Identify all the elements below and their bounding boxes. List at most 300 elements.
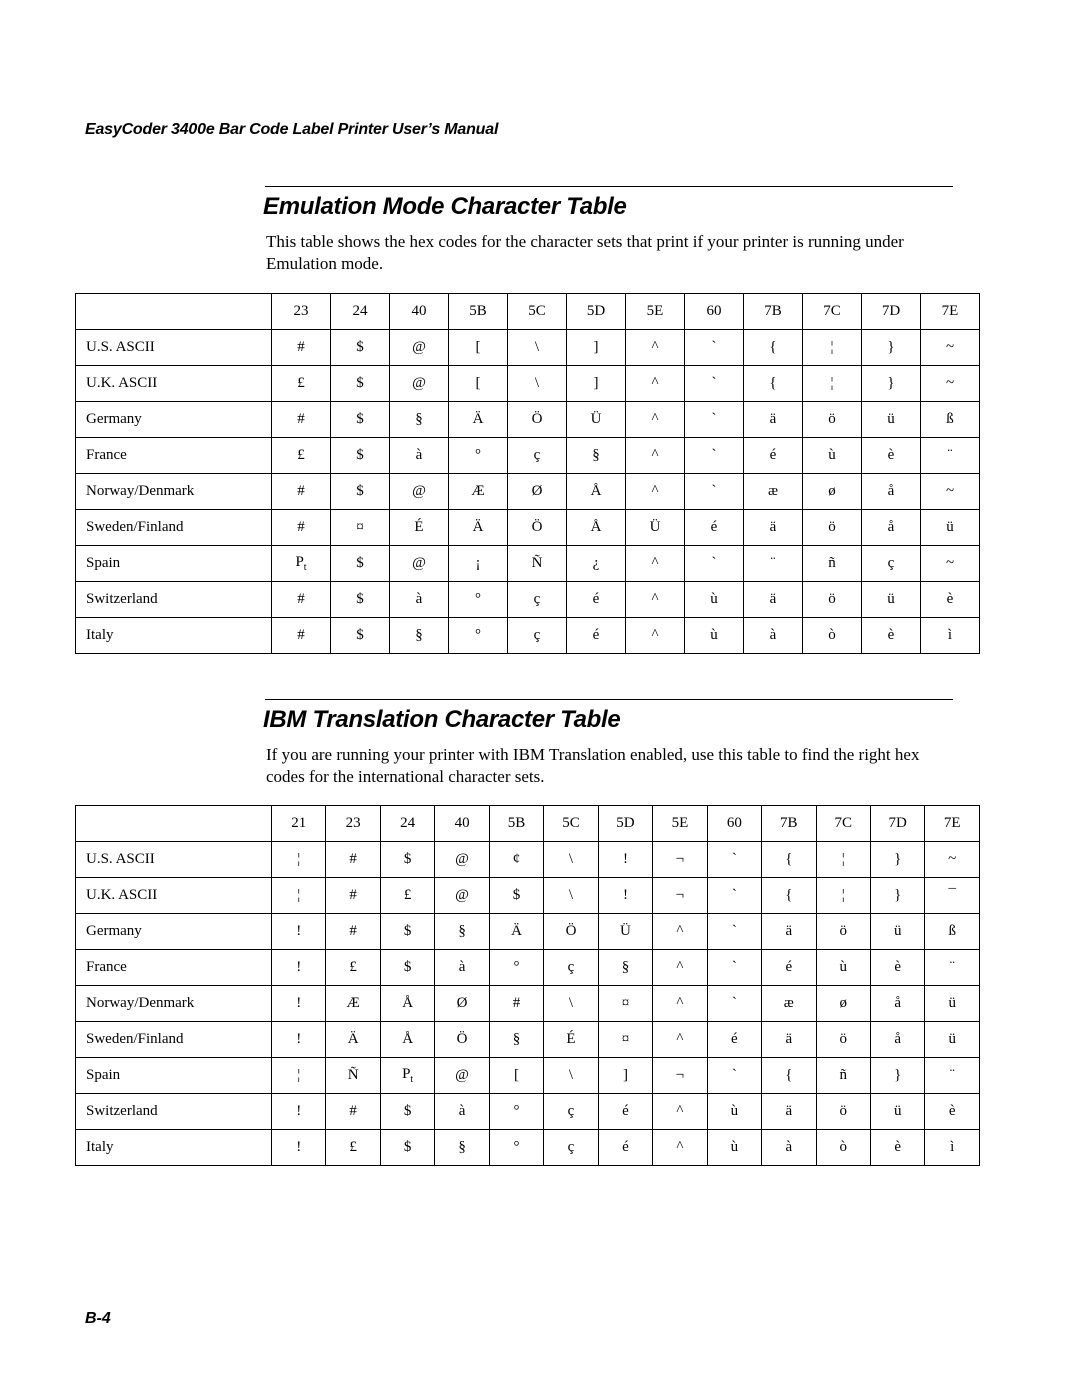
hex-code-header: 5E — [653, 806, 707, 842]
char-cell: ¡ — [449, 546, 508, 582]
char-cell: ` — [685, 366, 744, 402]
table-header — [76, 294, 980, 330]
char-cell: ä — [744, 402, 803, 438]
hex-code-header: 23 — [326, 806, 380, 842]
char-cell: ñ — [803, 546, 862, 582]
char-cell: à — [762, 1130, 816, 1166]
char-cell: ¬ — [653, 878, 707, 914]
char-cell: ù — [803, 438, 862, 474]
charset-row — [76, 330, 980, 366]
char-cell: # — [326, 914, 380, 950]
char-cell: ù — [707, 1094, 761, 1130]
hex-code-header: 5C — [508, 294, 567, 330]
char-cell: @ — [435, 1058, 489, 1094]
char-cell: ~ — [921, 546, 980, 582]
charset-row — [76, 1058, 980, 1094]
charset-row — [76, 1130, 980, 1166]
char-cell: é — [598, 1130, 652, 1166]
hex-code-header: 7C — [803, 294, 862, 330]
char-cell: ö — [803, 582, 862, 618]
char-cell: ` — [707, 878, 761, 914]
char-cell: ° — [489, 1130, 543, 1166]
hex-code-header: 24 — [331, 294, 390, 330]
hex-code-header: 7E — [921, 294, 980, 330]
char-cell: Ü — [567, 402, 626, 438]
char-cell: £ — [272, 366, 331, 402]
hex-code-header: 60 — [707, 806, 761, 842]
char-cell: ü — [870, 914, 924, 950]
char-cell: ü — [862, 402, 921, 438]
char-cell: ¤ — [598, 986, 652, 1022]
charset-row — [76, 510, 980, 546]
char-cell: æ — [744, 474, 803, 510]
char-cell: @ — [435, 878, 489, 914]
char-cell: $ — [380, 1094, 434, 1130]
char-cell: É — [390, 510, 449, 546]
char-cell: ¬ — [653, 1058, 707, 1094]
section-description-ibm-translation: If you are running your printer with IBM Translation enabled, use this table to find the right hex codes for the international character sets. — [266, 745, 920, 787]
char-cell: à — [390, 438, 449, 474]
char-cell: ` — [685, 330, 744, 366]
char-cell: ¦ — [816, 878, 870, 914]
char-cell: { — [762, 1058, 816, 1094]
char-cell: \ — [544, 878, 598, 914]
char-cell: Ö — [544, 914, 598, 950]
char-cell: ° — [449, 582, 508, 618]
ibm-translation-character-table — [75, 805, 980, 1166]
char-cell: ä — [762, 1022, 816, 1058]
char-cell: ç — [544, 1130, 598, 1166]
char-cell: ü — [862, 582, 921, 618]
char-cell: ñ — [816, 1058, 870, 1094]
page-number: B-4 — [85, 1310, 111, 1327]
char-cell: ] — [567, 366, 626, 402]
char-cell: ¨ — [925, 950, 980, 986]
char-cell: £ — [272, 438, 331, 474]
hex-code-header: 5C — [544, 806, 598, 842]
char-cell: è — [921, 582, 980, 618]
char-cell: $ — [331, 582, 390, 618]
char-cell: Ä — [326, 1022, 380, 1058]
peseta-subscript: t — [410, 1074, 414, 1085]
char-cell: ø — [803, 474, 862, 510]
char-cell: Ä — [449, 402, 508, 438]
char-cell: ç — [508, 438, 567, 474]
char-cell: # — [272, 474, 331, 510]
char-cell: ^ — [653, 914, 707, 950]
charset-name: Spain — [76, 546, 272, 582]
char-cell: å — [870, 1022, 924, 1058]
char-cell: ` — [707, 950, 761, 986]
char-cell: ^ — [626, 330, 685, 366]
char-cell: é — [598, 1094, 652, 1130]
char-cell: è — [862, 618, 921, 654]
char-cell: É — [544, 1022, 598, 1058]
charset-name: Italy — [76, 1130, 272, 1166]
char-cell: ! — [272, 986, 326, 1022]
char-cell: ^ — [653, 1022, 707, 1058]
hex-code-header: 5D — [598, 806, 652, 842]
char-cell: è — [862, 438, 921, 474]
char-cell: # — [272, 510, 331, 546]
char-cell: à — [435, 1094, 489, 1130]
char-cell: ^ — [626, 582, 685, 618]
charset-name: U.K. ASCII — [76, 878, 272, 914]
hex-code-header: 23 — [272, 294, 331, 330]
char-cell: $ — [331, 330, 390, 366]
char-cell: $ — [380, 842, 434, 878]
emulation-character-table — [75, 293, 980, 654]
char-cell: £ — [326, 1130, 380, 1166]
charset-row — [76, 986, 980, 1022]
hex-code-header: 5E — [626, 294, 685, 330]
char-cell: è — [925, 1094, 980, 1130]
peseta-subscript: t — [303, 562, 307, 573]
char-cell: Å — [380, 986, 434, 1022]
char-cell: Ñ — [326, 1058, 380, 1094]
char-cell: Æ — [326, 986, 380, 1022]
char-cell: ! — [272, 950, 326, 986]
section-title-emulation: Emulation Mode Character Table — [263, 193, 627, 220]
charset-row — [76, 402, 980, 438]
char-cell: ^ — [626, 474, 685, 510]
charset-row — [76, 878, 980, 914]
char-cell: è — [870, 950, 924, 986]
charset-row — [76, 438, 980, 474]
char-cell: \ — [544, 1058, 598, 1094]
char-cell: ! — [272, 1130, 326, 1166]
char-cell: ù — [685, 618, 744, 654]
char-cell: ø — [816, 986, 870, 1022]
char-cell: ä — [744, 510, 803, 546]
char-cell: @ — [390, 330, 449, 366]
hex-code-header: 24 — [380, 806, 434, 842]
char-cell: ò — [816, 1130, 870, 1166]
char-cell: ¤ — [331, 510, 390, 546]
char-cell: ì — [921, 618, 980, 654]
char-cell: $ — [331, 366, 390, 402]
char-cell: [ — [449, 366, 508, 402]
charset-row — [76, 1094, 980, 1130]
char-cell: @ — [390, 474, 449, 510]
char-cell: ç — [544, 950, 598, 986]
char-cell: § — [390, 618, 449, 654]
char-cell: ç — [508, 582, 567, 618]
char-cell: ü — [925, 1022, 980, 1058]
char-cell: $ — [331, 618, 390, 654]
hex-code-header: 7D — [870, 806, 924, 842]
char-cell: ^ — [626, 546, 685, 582]
char-cell: ì — [925, 1130, 980, 1166]
char-cell: ! — [272, 914, 326, 950]
char-cell: @ — [435, 842, 489, 878]
char-cell: ¦ — [803, 330, 862, 366]
char-cell: ] — [567, 330, 626, 366]
charset-row — [76, 546, 980, 582]
char-cell: ] — [598, 1058, 652, 1094]
char-cell: # — [272, 402, 331, 438]
char-cell: § — [435, 1130, 489, 1166]
char-cell: ! — [598, 842, 652, 878]
char-cell: } — [862, 330, 921, 366]
char-cell: ç — [862, 546, 921, 582]
char-cell: \ — [544, 842, 598, 878]
char-cell: ö — [816, 1094, 870, 1130]
char-cell: ¦ — [272, 1058, 326, 1094]
charset-name: Switzerland — [76, 582, 272, 618]
char-cell: $P_t$ — [380, 1058, 434, 1094]
charset-name: France — [76, 438, 272, 474]
char-cell: é — [567, 582, 626, 618]
char-cell: ¨ — [921, 438, 980, 474]
hex-code-header: 7C — [816, 806, 870, 842]
char-cell: ° — [449, 618, 508, 654]
char-cell: Ä — [449, 510, 508, 546]
char-cell: ^ — [653, 950, 707, 986]
charset-row — [76, 950, 980, 986]
char-cell: § — [390, 402, 449, 438]
char-cell: $P_t$ — [272, 546, 331, 582]
char-cell: [ — [449, 330, 508, 366]
char-cell: Ö — [508, 402, 567, 438]
charset-name: Switzerland — [76, 1094, 272, 1130]
section-rule — [265, 186, 953, 187]
char-cell: £ — [326, 950, 380, 986]
section-rule — [265, 699, 953, 700]
char-cell: $ — [380, 950, 434, 986]
char-cell: ¨ — [925, 1058, 980, 1094]
char-cell: ! — [598, 878, 652, 914]
char-cell: ° — [489, 950, 543, 986]
hex-code-header: 7B — [744, 294, 803, 330]
charset-name: Sweden/Finland — [76, 1022, 272, 1058]
char-cell: ^ — [653, 986, 707, 1022]
char-cell: ^ — [653, 1094, 707, 1130]
char-cell: $ — [331, 474, 390, 510]
char-cell: ` — [707, 842, 761, 878]
char-cell: Æ — [449, 474, 508, 510]
char-cell: ß — [921, 402, 980, 438]
charset-name: France — [76, 950, 272, 986]
char-cell: { — [744, 366, 803, 402]
char-cell: ¯ — [925, 878, 980, 914]
char-cell: ~ — [921, 366, 980, 402]
section-title-ibm-translation: IBM Translation Character Table — [263, 706, 621, 733]
char-cell: ò — [803, 618, 862, 654]
charset-name: Spain — [76, 1058, 272, 1094]
char-cell: Ñ — [508, 546, 567, 582]
char-cell: { — [762, 842, 816, 878]
char-cell: # — [272, 330, 331, 366]
char-cell: $ — [380, 914, 434, 950]
char-cell: } — [870, 1058, 924, 1094]
hex-code-header: 40 — [390, 294, 449, 330]
char-cell: ü — [870, 1094, 924, 1130]
char-cell: \ — [544, 986, 598, 1022]
charset-row — [76, 474, 980, 510]
table-header — [76, 806, 980, 842]
char-cell: § — [598, 950, 652, 986]
char-cell: ¨ — [744, 546, 803, 582]
char-cell: Ö — [508, 510, 567, 546]
char-cell: ! — [272, 1094, 326, 1130]
hex-code-header: 5D — [567, 294, 626, 330]
charset-name: U.S. ASCII — [76, 842, 272, 878]
char-cell: ` — [707, 1058, 761, 1094]
hex-code-header: 5B — [489, 806, 543, 842]
char-cell: # — [272, 618, 331, 654]
char-cell: é — [567, 618, 626, 654]
char-cell: § — [489, 1022, 543, 1058]
char-cell: @ — [390, 366, 449, 402]
char-cell: Å — [567, 474, 626, 510]
charset-name: Italy — [76, 618, 272, 654]
char-cell: ö — [816, 914, 870, 950]
char-cell: ^ — [626, 618, 685, 654]
char-cell: } — [862, 366, 921, 402]
char-cell: { — [744, 330, 803, 366]
char-cell: å — [862, 510, 921, 546]
char-cell: } — [870, 842, 924, 878]
char-cell: é — [744, 438, 803, 474]
char-cell: $ — [331, 438, 390, 474]
char-cell: à — [390, 582, 449, 618]
hex-code-header: 21 — [272, 806, 326, 842]
corner-cell — [76, 806, 272, 842]
charset-row — [76, 1022, 980, 1058]
char-cell: é — [685, 510, 744, 546]
char-cell: ß — [925, 914, 980, 950]
char-cell: ° — [449, 438, 508, 474]
char-cell: # — [326, 878, 380, 914]
char-cell: [ — [489, 1058, 543, 1094]
hex-code-header: 7E — [925, 806, 980, 842]
char-cell: ^ — [653, 1130, 707, 1166]
char-cell: § — [435, 914, 489, 950]
char-cell: } — [870, 878, 924, 914]
char-cell: ù — [685, 582, 744, 618]
char-cell: ° — [489, 1094, 543, 1130]
char-cell: { — [762, 878, 816, 914]
charset-name: Germany — [76, 402, 272, 438]
table-body — [76, 330, 980, 654]
hex-code-header: 5B — [449, 294, 508, 330]
char-cell: ç — [544, 1094, 598, 1130]
char-cell: ` — [685, 474, 744, 510]
section-description-emulation: This table shows the hex codes for the character sets that print if your printer is running under Emulation mode. — [266, 232, 904, 274]
char-cell: é — [707, 1022, 761, 1058]
char-cell: ! — [272, 1022, 326, 1058]
char-cell: é — [762, 950, 816, 986]
char-cell: ü — [921, 510, 980, 546]
char-cell: ` — [707, 914, 761, 950]
char-cell: Ö — [435, 1022, 489, 1058]
char-cell: Ä — [489, 914, 543, 950]
char-cell: ` — [685, 402, 744, 438]
char-cell: å — [870, 986, 924, 1022]
char-cell: £ — [380, 878, 434, 914]
char-cell: # — [272, 582, 331, 618]
char-cell: @ — [390, 546, 449, 582]
running-header: EasyCoder 3400e Bar Code Label Printer User’s Manual — [85, 121, 499, 138]
char-cell: ~ — [925, 842, 980, 878]
charset-name: Sweden/Finland — [76, 510, 272, 546]
char-cell: ^ — [626, 438, 685, 474]
char-cell: \ — [508, 366, 567, 402]
char-cell: ä — [762, 1094, 816, 1130]
char-cell: ¦ — [272, 878, 326, 914]
char-cell: ö — [816, 1022, 870, 1058]
char-cell: à — [435, 950, 489, 986]
char-cell: \ — [508, 330, 567, 366]
table-body — [76, 842, 980, 1166]
charset-name: Norway/Denmark — [76, 474, 272, 510]
char-cell: ç — [508, 618, 567, 654]
char-cell: ` — [685, 546, 744, 582]
char-cell: ` — [685, 438, 744, 474]
char-cell: # — [326, 842, 380, 878]
char-cell: ^ — [626, 402, 685, 438]
char-cell: ü — [925, 986, 980, 1022]
char-cell: ¤ — [598, 1022, 652, 1058]
charset-row — [76, 842, 980, 878]
char-cell: ö — [803, 510, 862, 546]
char-cell: ¦ — [816, 842, 870, 878]
char-cell: Ø — [435, 986, 489, 1022]
charset-name: Germany — [76, 914, 272, 950]
hex-header-row — [76, 294, 980, 330]
char-cell: ä — [744, 582, 803, 618]
char-cell: ^ — [626, 366, 685, 402]
char-cell: Ø — [508, 474, 567, 510]
corner-cell — [76, 294, 272, 330]
charset-row — [76, 366, 980, 402]
char-cell: Å — [380, 1022, 434, 1058]
char-cell: æ — [762, 986, 816, 1022]
charset-name: Norway/Denmark — [76, 986, 272, 1022]
hex-code-header: 7D — [862, 294, 921, 330]
char-cell: § — [567, 438, 626, 474]
char-cell: ¬ — [653, 842, 707, 878]
char-cell: ~ — [921, 474, 980, 510]
char-cell: è — [870, 1130, 924, 1166]
char-cell: ù — [707, 1130, 761, 1166]
charset-name: U.S. ASCII — [76, 330, 272, 366]
charset-row — [76, 914, 980, 950]
char-cell: $ — [489, 878, 543, 914]
char-cell: # — [489, 986, 543, 1022]
char-cell: ¦ — [803, 366, 862, 402]
char-cell: $ — [380, 1130, 434, 1166]
char-cell: Å — [567, 510, 626, 546]
hex-header-row — [76, 806, 980, 842]
char-cell: ` — [707, 986, 761, 1022]
char-cell: à — [744, 618, 803, 654]
char-cell: $ — [331, 402, 390, 438]
hex-code-header: 60 — [685, 294, 744, 330]
char-cell: # — [326, 1094, 380, 1130]
char-cell: ö — [803, 402, 862, 438]
charset-row — [76, 582, 980, 618]
char-cell: å — [862, 474, 921, 510]
charset-name: U.K. ASCII — [76, 366, 272, 402]
char-cell: Ü — [598, 914, 652, 950]
hex-code-header: 40 — [435, 806, 489, 842]
char-cell: ~ — [921, 330, 980, 366]
char-cell: ¢ — [489, 842, 543, 878]
char-cell: $ — [331, 546, 390, 582]
char-cell: ¦ — [272, 842, 326, 878]
